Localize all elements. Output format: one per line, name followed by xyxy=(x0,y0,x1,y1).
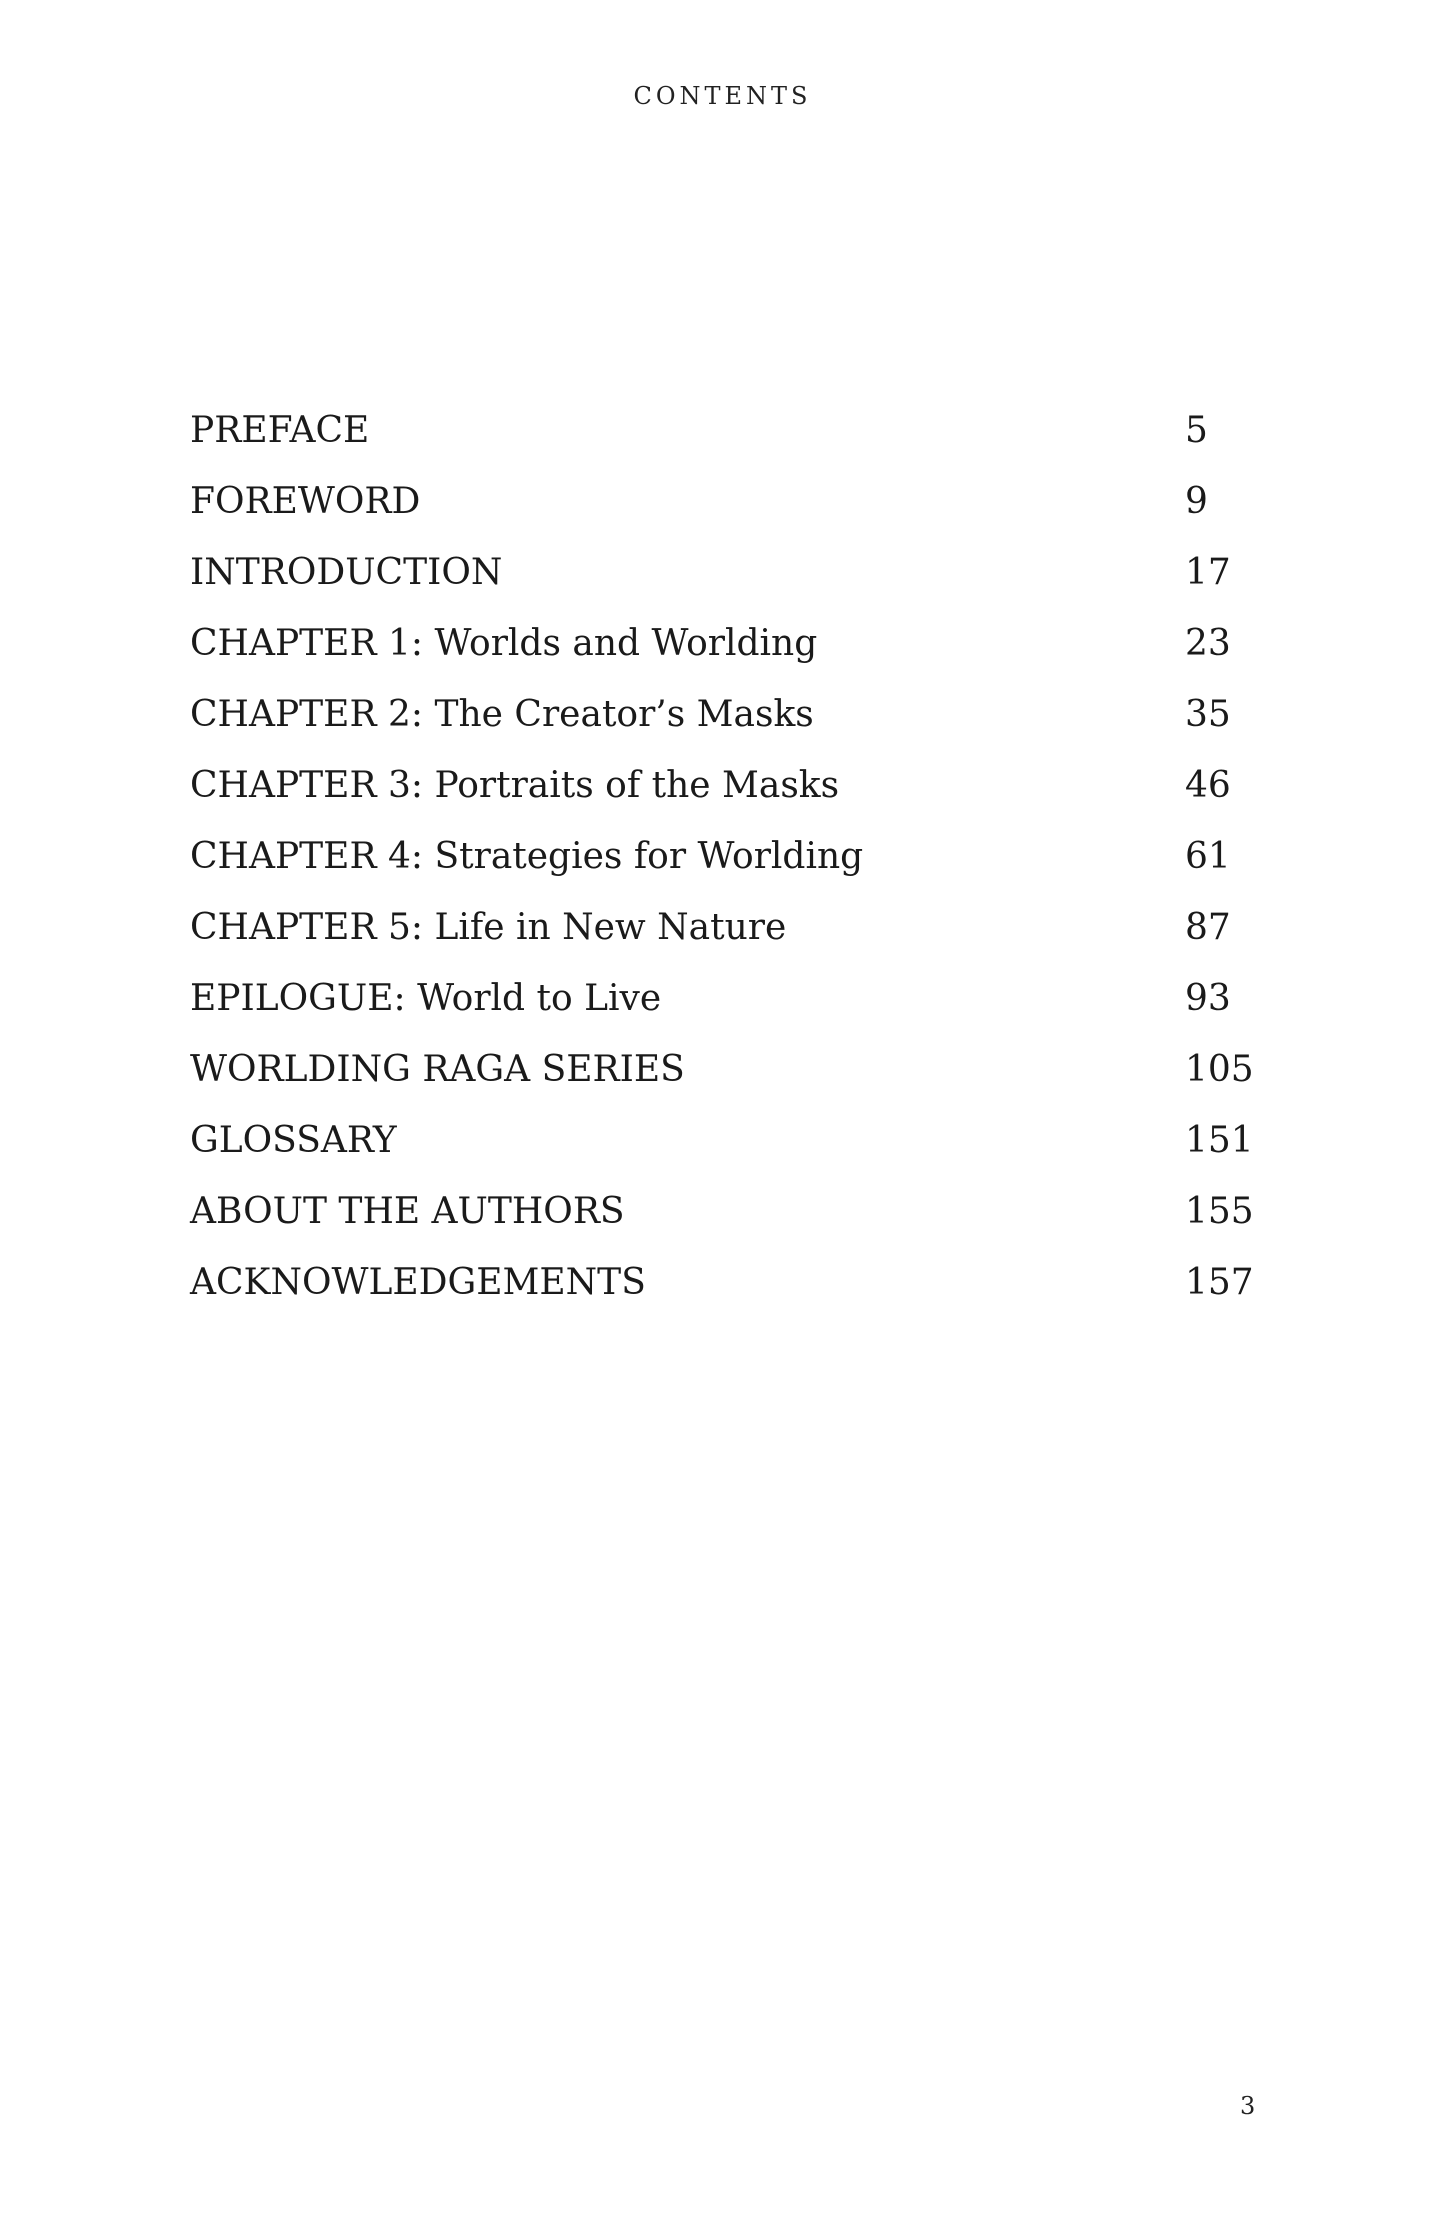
toc-entry-page: 5 xyxy=(1185,410,1208,451)
running-head: CONTENTS xyxy=(633,82,812,110)
toc-entry-chapter-4 xyxy=(190,821,1255,892)
toc-entry-foreword xyxy=(190,466,1255,537)
toc-entry-about-the-authors xyxy=(190,1176,1255,1247)
toc-entry-page: 35 xyxy=(1185,694,1231,735)
toc-entry-title: FOREWORD xyxy=(190,481,421,522)
toc-entry-title: EPILOGUE: World to Live xyxy=(190,978,662,1019)
toc-entry-chapter-1 xyxy=(190,608,1255,679)
toc-entry-page: 93 xyxy=(1185,978,1231,1019)
toc-entry-page: 23 xyxy=(1185,623,1231,664)
toc-entry-chapter-2 xyxy=(190,679,1255,750)
toc-entry-preface xyxy=(190,395,1255,466)
toc-entry-page: 17 xyxy=(1185,552,1231,593)
table-of-contents xyxy=(190,395,1255,1318)
toc-entry-title: CHAPTER 5: Life in New Nature xyxy=(190,907,787,948)
toc-entry-title: GLOSSARY xyxy=(190,1120,397,1161)
toc-entry-title: INTRODUCTION xyxy=(190,552,503,593)
toc-entry-page: 46 xyxy=(1185,765,1231,806)
toc-entry-title: ACKNOWLEDGEMENTS xyxy=(190,1262,646,1303)
toc-entry-title: ABOUT THE AUTHORS xyxy=(190,1191,625,1232)
toc-entry-title: CHAPTER 1: Worlds and Worlding xyxy=(190,623,818,664)
toc-entry-chapter-3 xyxy=(190,750,1255,821)
toc-entry-acknowledgements xyxy=(190,1247,1255,1318)
toc-entry-title: CHAPTER 3: Portraits of the Masks xyxy=(190,765,840,806)
toc-entry-page: 61 xyxy=(1185,836,1231,877)
toc-entry-title: PREFACE xyxy=(190,410,370,451)
toc-entry-glossary xyxy=(190,1105,1255,1176)
toc-entry-chapter-5 xyxy=(190,892,1255,963)
toc-entry-page: 87 xyxy=(1185,907,1231,948)
toc-entry-title: CHAPTER 4: Strategies for Worlding xyxy=(190,836,864,877)
toc-entry-page: 155 xyxy=(1185,1191,1254,1232)
toc-entry-page: 9 xyxy=(1185,481,1208,522)
toc-entry-title: WORLDING RAGA SERIES xyxy=(190,1049,685,1090)
toc-entry-introduction xyxy=(190,537,1255,608)
toc-entry-page: 105 xyxy=(1185,1049,1254,1090)
toc-entry-epilogue xyxy=(190,963,1255,1034)
toc-entry-page: 151 xyxy=(1185,1120,1254,1161)
toc-entry-worlding-raga-series xyxy=(190,1034,1255,1105)
toc-entry-page: 157 xyxy=(1185,1262,1254,1303)
page-number: 3 xyxy=(1240,2092,1256,2120)
toc-entry-title: CHAPTER 2: The Creator’s Masks xyxy=(190,694,814,735)
